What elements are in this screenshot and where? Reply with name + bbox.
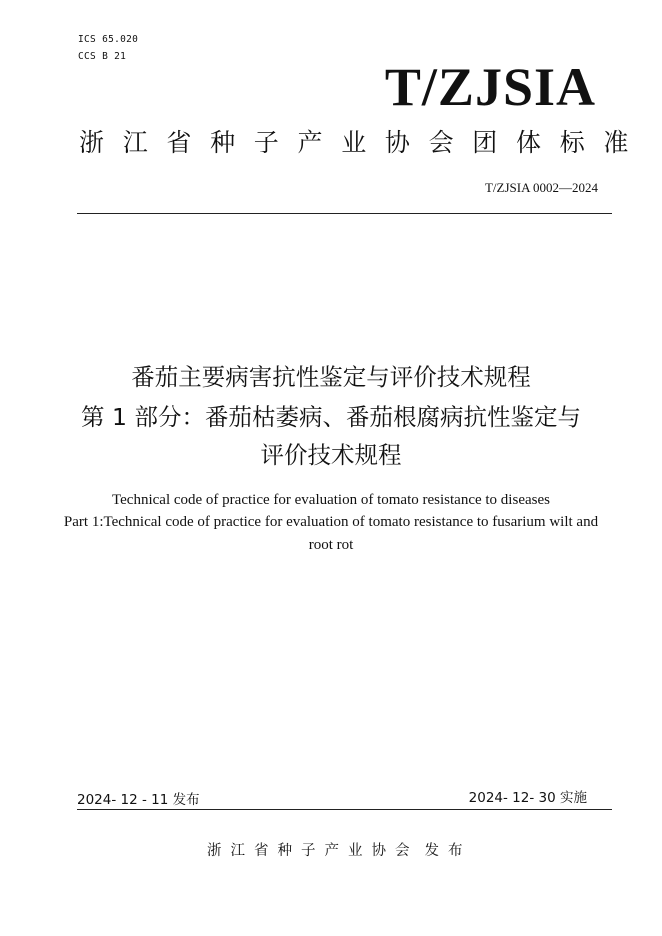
standard-logo: T/ZJSIA xyxy=(384,57,596,117)
title-en-line2: Part 1:Technical code of practice for evaluation of tomato resistance to fusarium wilt and xyxy=(63,514,599,530)
publish-date: 2024- 12 - 11 发布 xyxy=(77,792,200,808)
publisher-name: 浙江省种子产业协会 xyxy=(207,843,419,859)
title-cn-line3: 评价技术规程 xyxy=(260,441,402,469)
title-en-line1: Technical code of practice for evaluation of tomato resistance to diseases xyxy=(112,492,550,508)
publisher-line xyxy=(207,840,472,859)
ccs-code: CCS B 21 xyxy=(78,51,127,62)
organization-title: 浙江省种子产业协会团体标准 xyxy=(79,128,648,157)
implement-date: 2024- 12- 30 实施 xyxy=(468,790,587,806)
standard-number: T/ZJSIA 0002—2024 xyxy=(484,180,598,195)
title-cn-line2: 第 1 部分：番茄枯萎病、番茄根腐病抗性鉴定与 xyxy=(81,403,581,431)
footer-divider xyxy=(77,809,612,810)
ics-code: ICS 65.020 xyxy=(78,34,139,45)
header-divider xyxy=(77,213,612,214)
publisher-action: 发布 xyxy=(424,843,472,859)
title-en-line3: root rot xyxy=(308,537,354,553)
title-cn-line1: 番茄主要病害抗性鉴定与评价技术规程 xyxy=(131,363,531,391)
